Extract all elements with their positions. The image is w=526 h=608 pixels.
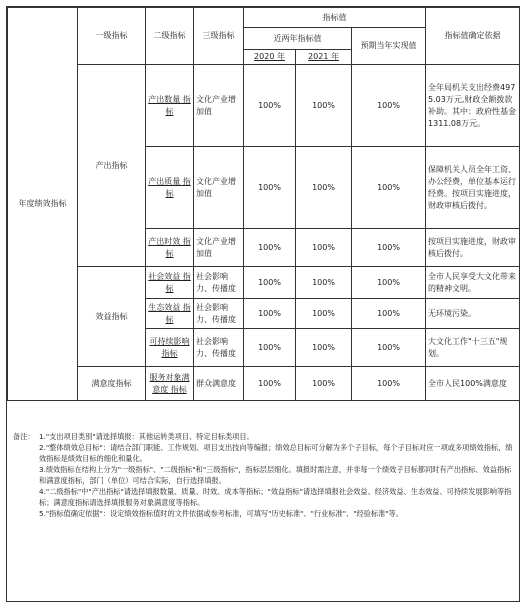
header-year-2021: 2021 年 bbox=[296, 50, 352, 65]
level3-cell: 社会影响力、传播度 bbox=[194, 329, 244, 367]
note-item: 1."支出项目类别"请选择填报：其他运转类项目、特定目标类项目。 bbox=[39, 432, 254, 441]
level3-cell: 社会影响力、传播度 bbox=[194, 299, 244, 329]
value-expected: 100% bbox=[352, 147, 426, 229]
table-row bbox=[8, 367, 520, 401]
value-2020: 100% bbox=[244, 329, 296, 367]
level3-cell: 文化产业增加值 bbox=[194, 147, 244, 229]
value-expected: 100% bbox=[352, 329, 426, 367]
value-2020: 100% bbox=[244, 65, 296, 147]
header-level2: 二级指标 bbox=[146, 8, 194, 65]
header-basis: 指标值确定依据 bbox=[426, 8, 520, 65]
performance-table bbox=[7, 7, 520, 401]
header-level1: 一级指标 bbox=[78, 8, 146, 65]
value-expected: 100% bbox=[352, 267, 426, 299]
basis-cell: 保障机关人员全年工资、办公经费，单位基本运行经费。按项目实施进度，财政审核后拨付。 bbox=[426, 147, 520, 229]
value-expected: 100% bbox=[352, 65, 426, 147]
level2-cell: 可持续影响 指标 bbox=[146, 329, 194, 367]
table-row bbox=[8, 65, 520, 147]
level1-benefit: 效益指标 bbox=[78, 267, 146, 367]
level2-cell: 服务对象满意度 指标 bbox=[146, 367, 194, 401]
value-2021: 100% bbox=[296, 367, 352, 401]
header-indicator-value: 指标值 bbox=[244, 8, 426, 28]
basis-cell: 无环境污染。 bbox=[426, 299, 520, 329]
level2-cell: 产出质量 指标 bbox=[146, 147, 194, 229]
level3-cell: 群众满意度 bbox=[194, 367, 244, 401]
header-recent-two-years: 近两年指标值 bbox=[244, 28, 352, 50]
level2-cell: 生态效益 指标 bbox=[146, 299, 194, 329]
notes-lead: 备注： bbox=[13, 432, 35, 441]
year-perf-label: 年度绩效指标 bbox=[8, 8, 78, 401]
header-year-2020: 2020 年 bbox=[244, 50, 296, 65]
value-2020: 100% bbox=[244, 367, 296, 401]
note-item: 4."二级指标"中"产出指标"请选择填报数量、质量、时效、成本等指标；"效益指标"请选择填报社会效益、经济效益、生态效益、可持续发展影响等指标；满意度指标请选择填报服务对象满意度等指标。 bbox=[39, 487, 512, 507]
basis-cell: 全市人民100%满意度 bbox=[426, 367, 520, 401]
value-2021: 100% bbox=[296, 65, 352, 147]
note-item: 5."指标值确定依据"：设定绩效指标值时的文件依据或参考标准，可填写"历史标准"、"行业标准"、"经验标准"等。 bbox=[39, 509, 403, 518]
value-2021: 100% bbox=[296, 147, 352, 229]
value-2021: 100% bbox=[296, 299, 352, 329]
value-2021: 100% bbox=[296, 267, 352, 299]
level2-cell: 产出时效 指标 bbox=[146, 229, 194, 267]
note-item: 2."整体绩效总目标"：请结合部门职能、工作规划、项目支出技向等编报；绩效总目标可分解为多个子目标，每个子目标对应一项或多项绩效指标，绩效指标是绩效目标的细化和量化。 bbox=[39, 443, 513, 463]
value-expected: 100% bbox=[352, 229, 426, 267]
basis-cell: 按项目实施进度，财政审核后拨付。 bbox=[426, 229, 520, 267]
level1-output: 产出指标 bbox=[78, 65, 146, 267]
level3-cell: 文化产业增加值 bbox=[194, 65, 244, 147]
basis-cell: 全年局机关支出经费4975.03万元,财政全额拨款补助。其中：政府性基金1311.08万元。 bbox=[426, 65, 520, 147]
level3-cell: 文化产业增加值 bbox=[194, 229, 244, 267]
value-2020: 100% bbox=[244, 299, 296, 329]
basis-cell: 大文化工作"十三五"规划。 bbox=[426, 329, 520, 367]
document-frame bbox=[6, 6, 520, 602]
header-level3: 三级指标 bbox=[194, 8, 244, 65]
header-expected: 预期当年实现值 bbox=[352, 28, 426, 65]
value-2020: 100% bbox=[244, 147, 296, 229]
level1-satisfaction: 满意度指标 bbox=[78, 367, 146, 401]
level2-cell: 产出数量 指标 bbox=[146, 65, 194, 147]
value-2020: 100% bbox=[244, 267, 296, 299]
level3-cell: 社会影响力、传播度 bbox=[194, 267, 244, 299]
value-2020: 100% bbox=[244, 229, 296, 267]
note-item: 3.绩效指标在结构上分为"一级指标"、"二级指标"和"三级指标"，指标层层细化。填报时需注意，并非每一个绩效子目标都同时有产出指标、效益指标和满意度指标，部门（单位）可结合实际，自行选择填报。 bbox=[39, 465, 512, 485]
notes-section bbox=[13, 431, 513, 519]
level2-cell: 社会效益 指标 bbox=[146, 267, 194, 299]
table-row bbox=[8, 267, 520, 299]
value-expected: 100% bbox=[352, 299, 426, 329]
value-2021: 100% bbox=[296, 229, 352, 267]
basis-cell: 全市人民享受大文化带来的精神文明。 bbox=[426, 267, 520, 299]
value-expected: 100% bbox=[352, 367, 426, 401]
value-2021: 100% bbox=[296, 329, 352, 367]
